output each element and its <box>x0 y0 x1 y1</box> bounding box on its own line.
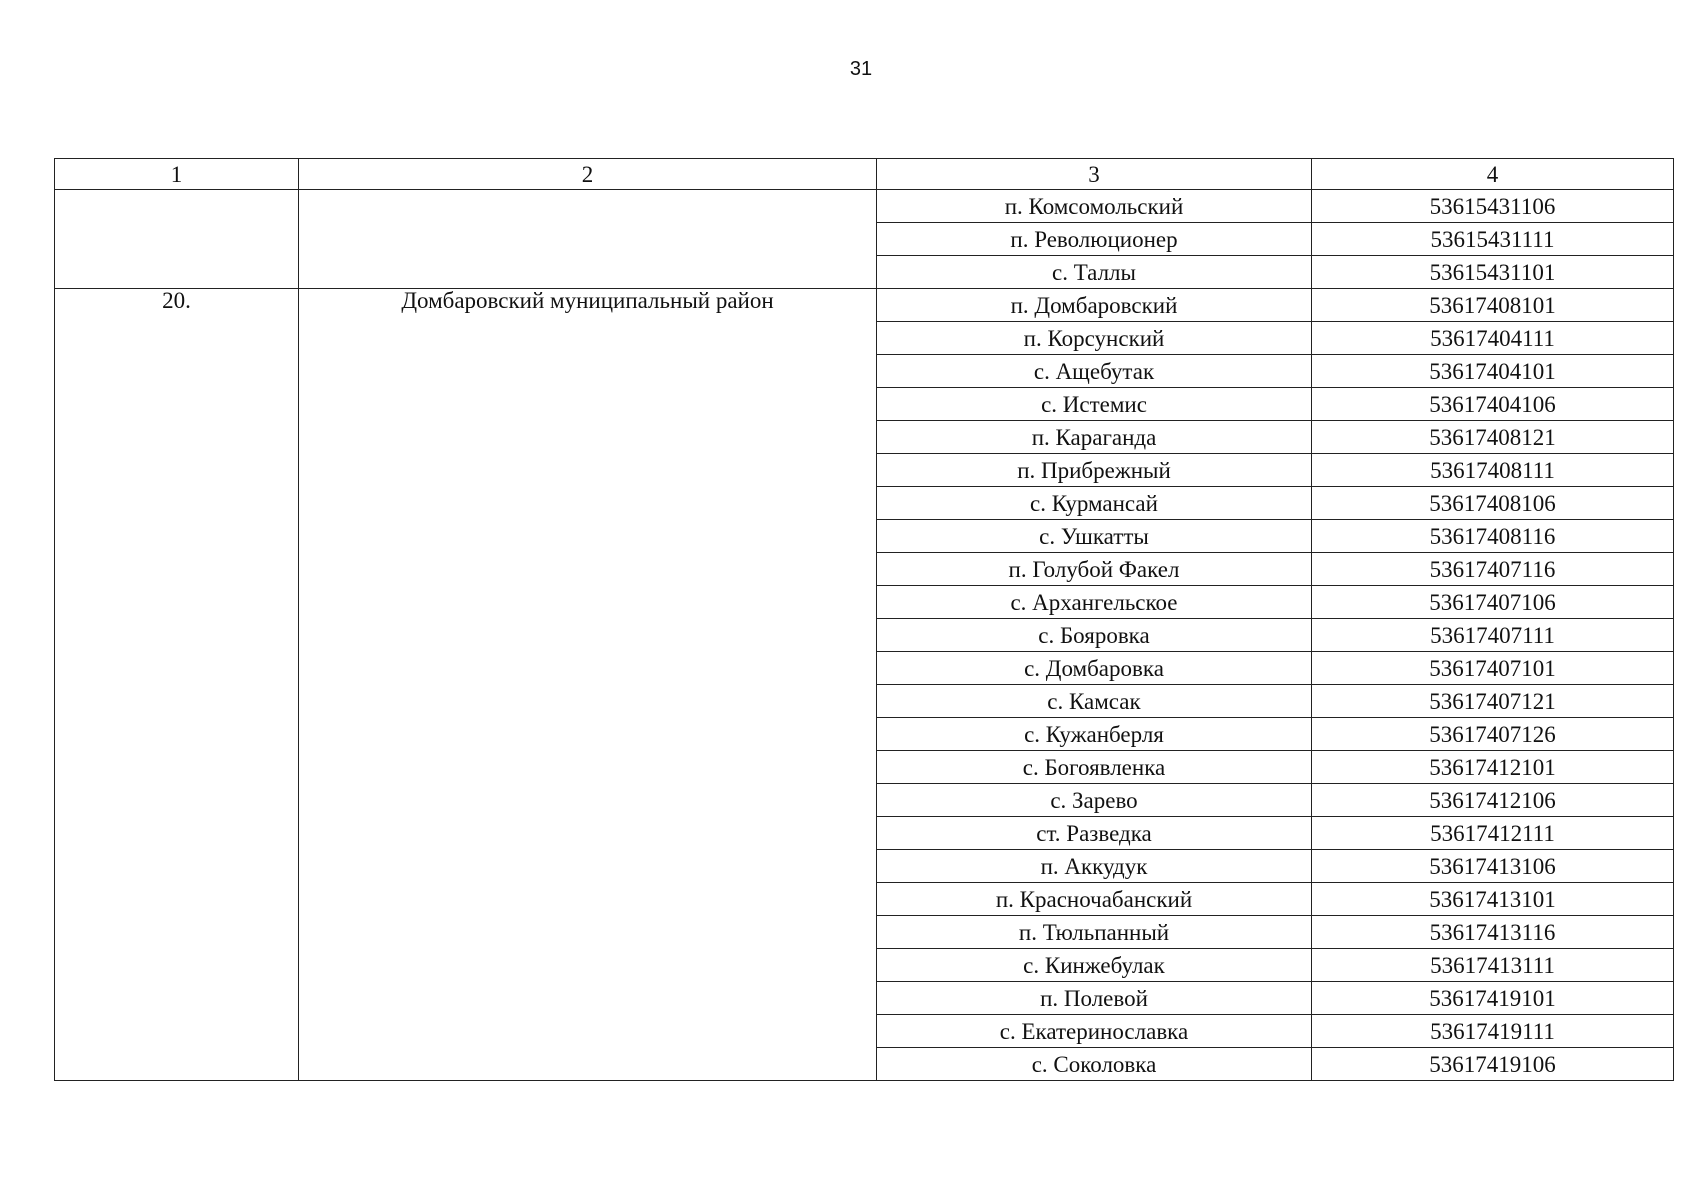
table-row <box>55 289 1674 322</box>
settlement-cell: с. Зарево <box>877 784 1312 817</box>
settlement-cell: с. Соколовка <box>877 1048 1312 1081</box>
settlement-cell: п. Тюльпанный <box>877 916 1312 949</box>
column-header: 2 <box>299 159 877 190</box>
settlement-cell: с. Кужанберля <box>877 718 1312 751</box>
okato-code-cell: 53617413111 <box>1312 949 1674 982</box>
okato-code-cell: 53617408111 <box>1312 454 1674 487</box>
settlement-cell: с. Истемис <box>877 388 1312 421</box>
settlement-cell: п. Революционер <box>877 223 1312 256</box>
okato-code-cell: 53617408116 <box>1312 520 1674 553</box>
settlement-cell: с. Ушкатты <box>877 520 1312 553</box>
header-row <box>55 159 1674 190</box>
okato-code-cell: 53617407106 <box>1312 586 1674 619</box>
okato-code-cell: 53615431101 <box>1312 256 1674 289</box>
settlement-cell: п. Прибрежный <box>877 454 1312 487</box>
row-number-cell <box>55 190 299 289</box>
column-header: 3 <box>877 159 1312 190</box>
settlement-cell: ст. Разведка <box>877 817 1312 850</box>
settlement-cell: с. Архангельское <box>877 586 1312 619</box>
column-header: 4 <box>1312 159 1674 190</box>
okato-code-cell: 53617407101 <box>1312 652 1674 685</box>
settlement-cell: п. Аккудук <box>877 850 1312 883</box>
settlements-table <box>54 158 1674 1081</box>
district-cell: Домбаровский муниципальный район <box>299 289 877 1081</box>
okato-code-cell: 53615431106 <box>1312 190 1674 223</box>
settlement-cell: п. Полевой <box>877 982 1312 1015</box>
settlement-cell: с. Богоявленка <box>877 751 1312 784</box>
okato-code-cell: 53617408121 <box>1312 421 1674 454</box>
okato-code-cell: 53617413116 <box>1312 916 1674 949</box>
settlement-cell: п. Корсунский <box>877 322 1312 355</box>
okato-code-cell: 53617412111 <box>1312 817 1674 850</box>
okato-code-cell: 53617404101 <box>1312 355 1674 388</box>
okato-code-cell: 53617407111 <box>1312 619 1674 652</box>
okato-code-cell: 53617419101 <box>1312 982 1674 1015</box>
settlement-cell: п. Домбаровский <box>877 289 1312 322</box>
okato-code-cell: 53617407116 <box>1312 553 1674 586</box>
okato-code-cell: 53617404111 <box>1312 322 1674 355</box>
okato-code-cell: 53617419111 <box>1312 1015 1674 1048</box>
okato-code-cell: 53615431111 <box>1312 223 1674 256</box>
column-header: 1 <box>55 159 299 190</box>
district-cell <box>299 190 877 289</box>
okato-code-cell: 53617412106 <box>1312 784 1674 817</box>
settlement-cell: с. Кинжебулак <box>877 949 1312 982</box>
okato-code-cell: 53617412101 <box>1312 751 1674 784</box>
okato-code-cell: 53617413106 <box>1312 850 1674 883</box>
row-number-cell: 20. <box>55 289 299 1081</box>
okato-code-cell: 53617404106 <box>1312 388 1674 421</box>
table-body <box>55 190 1674 1081</box>
settlement-cell: с. Домбаровка <box>877 652 1312 685</box>
settlement-cell: с. Бояровка <box>877 619 1312 652</box>
settlement-cell: с. Екатеринославка <box>877 1015 1312 1048</box>
settlement-cell: с. Ащебутак <box>877 355 1312 388</box>
settlement-cell: с. Камсак <box>877 685 1312 718</box>
settlement-cell: п. Караганда <box>877 421 1312 454</box>
settlement-cell: с. Таллы <box>877 256 1312 289</box>
okato-code-cell: 53617407126 <box>1312 718 1674 751</box>
settlement-cell: с. Курмансай <box>877 487 1312 520</box>
settlement-cell: п. Красночабанский <box>877 883 1312 916</box>
settlement-cell: п. Комсомольский <box>877 190 1312 223</box>
table-row <box>55 190 1674 223</box>
okato-code-cell: 53617419106 <box>1312 1048 1674 1081</box>
okato-code-cell: 53617408101 <box>1312 289 1674 322</box>
okato-code-cell: 53617407121 <box>1312 685 1674 718</box>
okato-code-cell: 53617408106 <box>1312 487 1674 520</box>
okato-code-cell: 53617413101 <box>1312 883 1674 916</box>
page-number: 31 <box>849 58 873 80</box>
settlement-cell: п. Голубой Факел <box>877 553 1312 586</box>
